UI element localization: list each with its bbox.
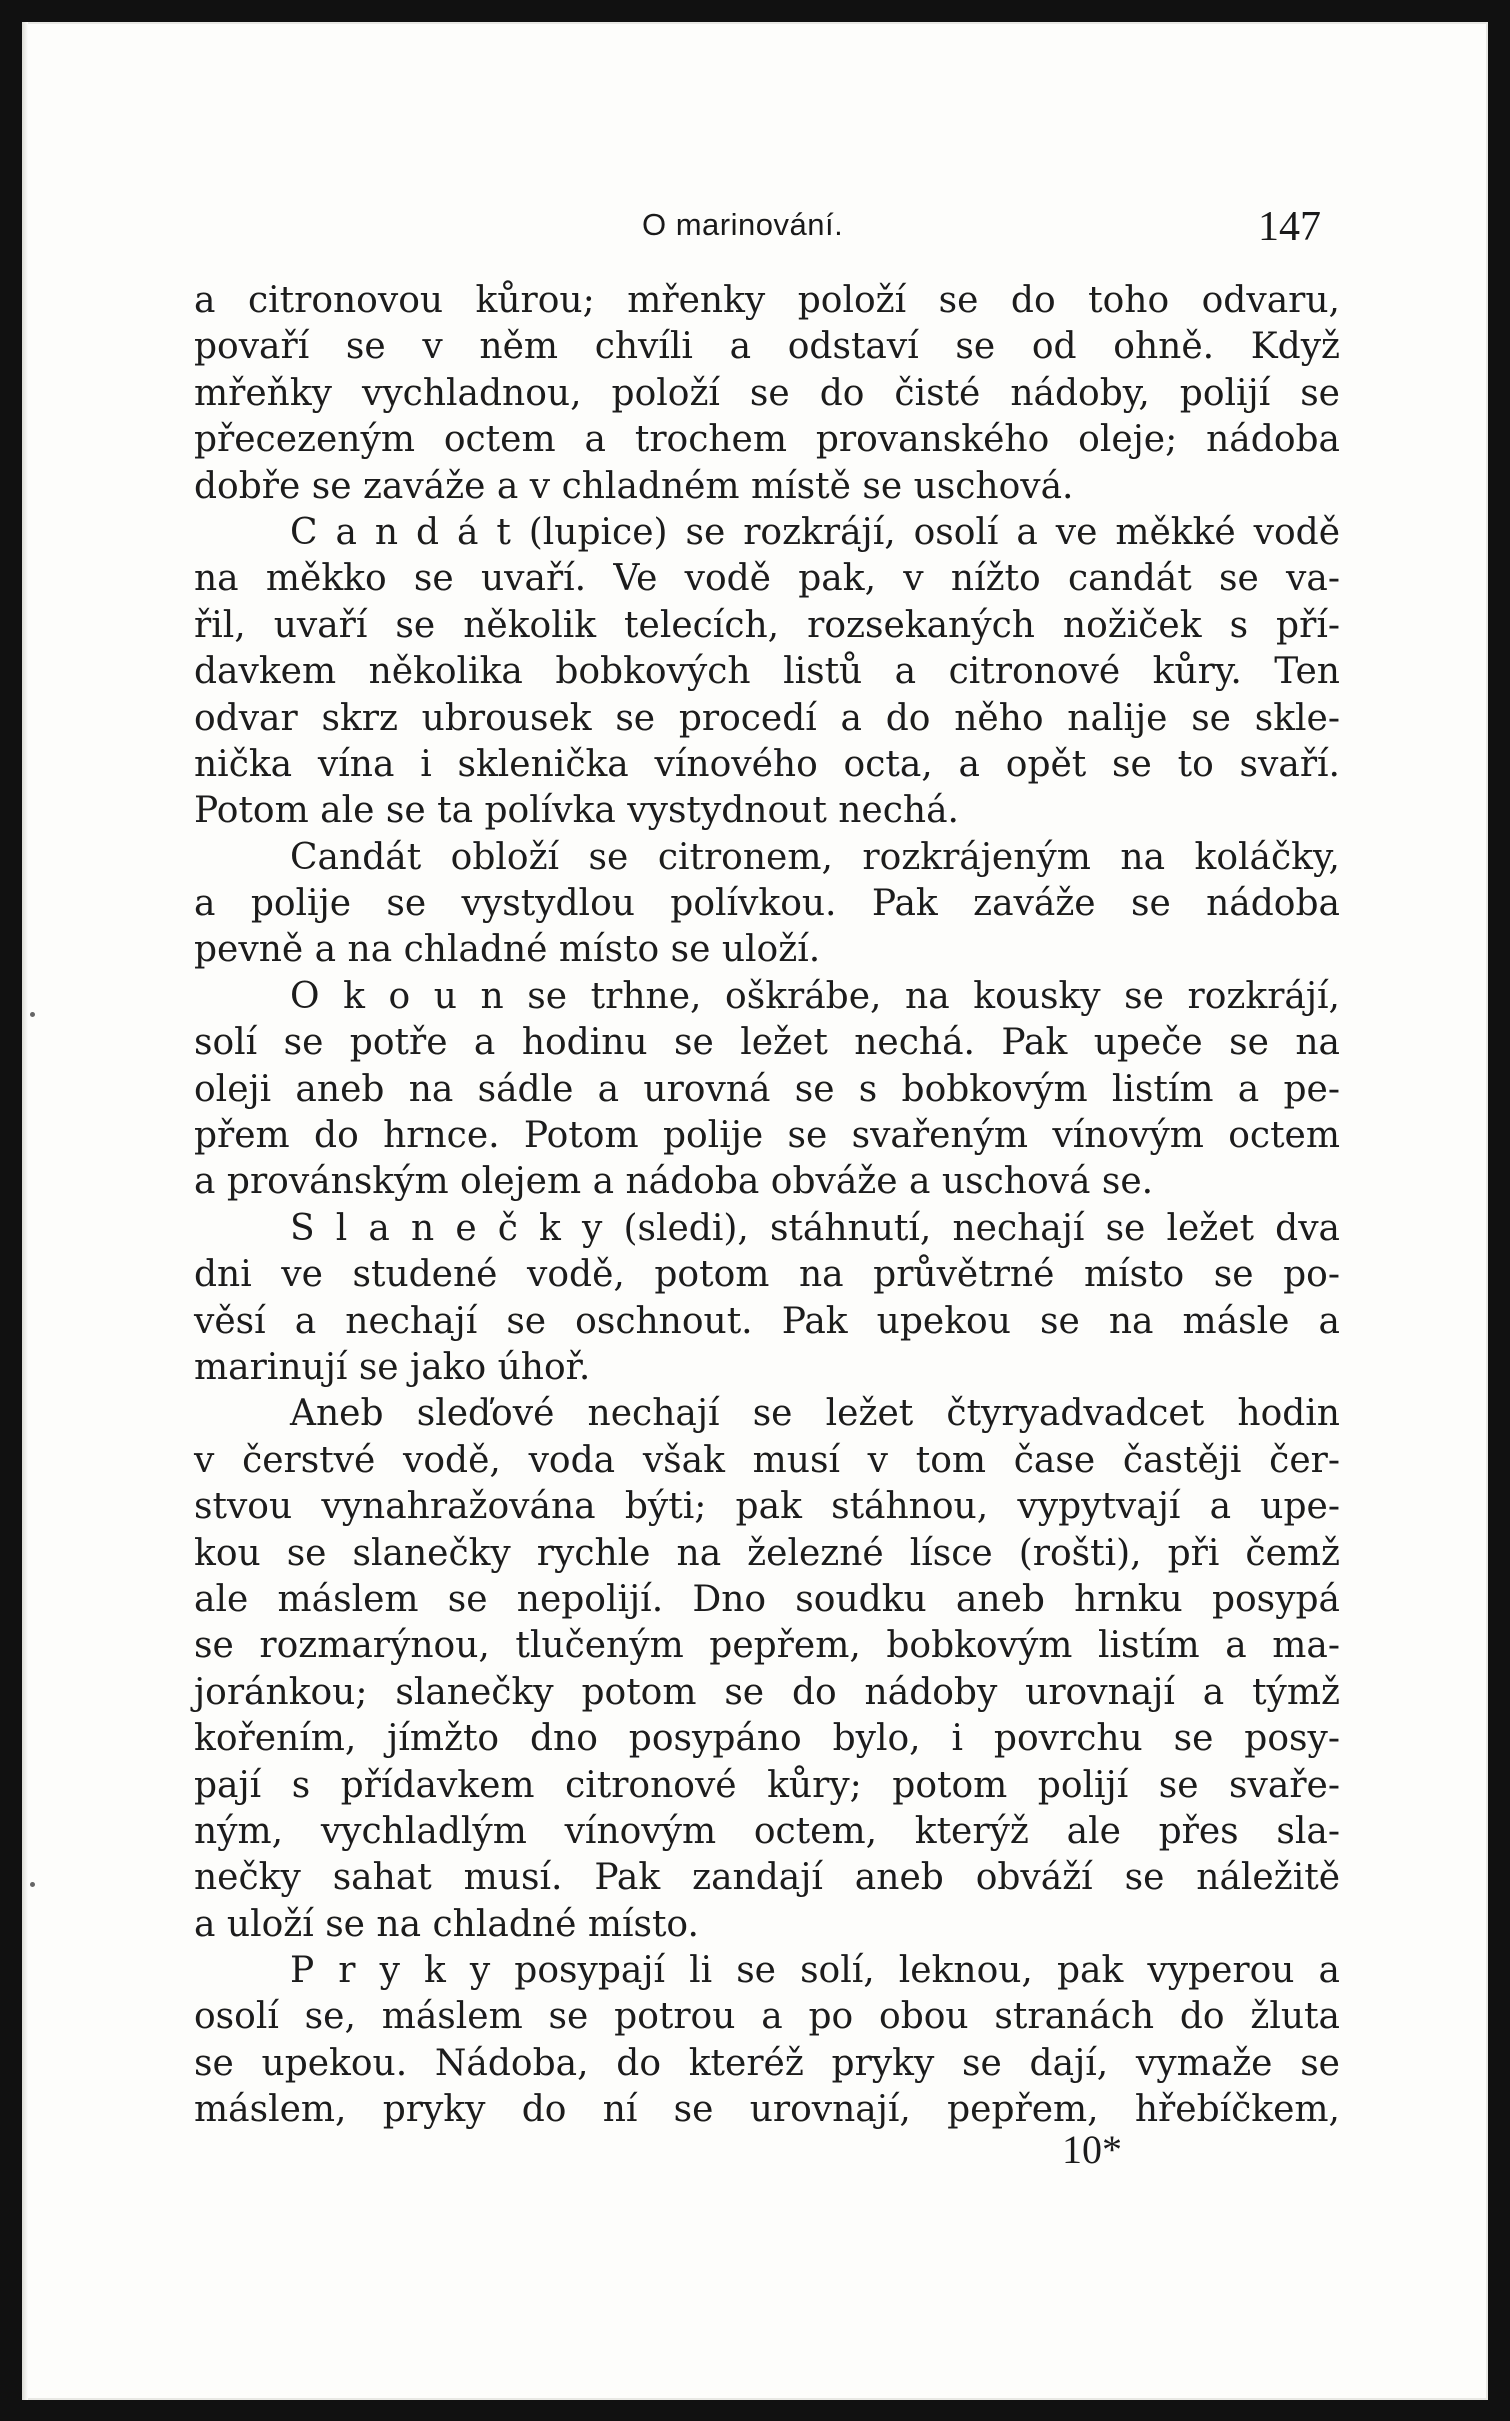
page-edge	[22, 22, 28, 2400]
text-line: kou se slanečky rychle na železné lísce (rošti), při čemž	[194, 1532, 1340, 1574]
text-line: Candát obloží se citronem, rozkrájeným na koláčky,	[290, 836, 1340, 878]
text-line: věsí a nechají se oschnout. Pak upekou se na másle a	[194, 1300, 1340, 1342]
text-line: solí se potře a hodinu se ležet nechá. Pak upeče se na	[194, 1022, 1340, 1064]
text-line: přem do hrnce. Potom polije se svařeným vínovým octem	[194, 1115, 1340, 1157]
margin-mark	[30, 1012, 35, 1017]
margin-mark	[30, 1882, 35, 1887]
text-line: marinují se jako úhoř.	[194, 1346, 591, 1388]
body-text	[194, 278, 1340, 2134]
page-header	[22, 204, 1488, 267]
text-line: osolí se, máslem se potrou a po obou stranách do žluta	[194, 1996, 1340, 2038]
signature-mark: 10*	[1062, 2127, 1122, 2172]
text-line: P r y k y posypají li se solí, leknou, pak vyperou a	[290, 1950, 1340, 1992]
text-line: nička vína i sklenička vínového octa, a opět se to svaří.	[194, 743, 1340, 785]
text-line: dni ve studené vodě, potom na průvětrné místo se po-	[194, 1254, 1340, 1296]
text-line: a citronovou kůrou; mřenky položí se do toho odvaru,	[194, 280, 1340, 321]
text-line: ale máslem se nepolijí. Dno soudku aneb hrnku posypá	[194, 1578, 1340, 1620]
book-page	[22, 22, 1488, 2400]
text-line: ným, vychladlým vínovým octem, kterýž ale přes sla-	[194, 1810, 1340, 1852]
text-line: O k o u n se trhne, oškrábe, na kousky se rozkrájí,	[290, 975, 1340, 1017]
text-line: S l a n e č k y (sledi), stáhnutí, nechají se ležet dva	[290, 1207, 1340, 1249]
text-line: a polije se vystydlou polívkou. Pak zaváže se nádoba	[194, 883, 1340, 925]
text-line: přecezeným octem a trochem provanského oleje; nádoba	[194, 419, 1340, 461]
text-line: a provánským olejem a nádoba obváže a uschová se.	[194, 1161, 1154, 1203]
text-line: stvou vynahražována býti; pak stáhnou, vypytvají a upe-	[194, 1486, 1340, 1528]
text-line: Potom ale se ta polívka vystydnout nechá.	[194, 790, 959, 832]
text-line: odvar skrz ubrousek se procedí a do něho nalije se skle-	[194, 697, 1340, 739]
text-line: pevně a na chladné místo se uloží.	[194, 929, 821, 971]
text-line: povaří se v něm chvíli a odstaví se od ohně. Když	[194, 326, 1340, 368]
text-line: oleji aneb na sádle a urovná se s bobkovým listím a pe-	[194, 1068, 1340, 1110]
text-line: dobře se zaváže a v chladném místě se uschová.	[194, 465, 1074, 507]
text-line: kořením, jímžto dno posypáno bylo, i povrchu se posy-	[194, 1718, 1340, 1760]
text-line: se rozmarýnou, tlučeným pepřem, bobkovým listím a ma-	[194, 1625, 1340, 1667]
text-line: Aneb sleďové nechají se ležet čtyryadvadcet hodin	[290, 1393, 1340, 1435]
text-line: mřeňky vychladnou, položí se do čisté nádoby, polijí se	[194, 372, 1340, 414]
text-line: v čerstvé vodě, voda však musí v tom čase častěji čer-	[194, 1439, 1340, 1481]
text-line: se upekou. Nádoba, do kteréž pryky se dají, vymaže se	[194, 2042, 1340, 2084]
text-line: a uloží se na chladné místo.	[194, 1903, 699, 1945]
running-title: O marinování.	[642, 207, 844, 242]
text-line: řil, uvaří se několik telecích, rozsekaných nožiček s pří-	[194, 604, 1340, 646]
text-line: C a n d á t (lupice) se rozkrájí, osolí a ve měkké vodě	[290, 511, 1340, 553]
text-line: pají s přídavkem citronové kůry; potom polijí se svaře-	[194, 1764, 1340, 1806]
text-line: davkem několika bobkových listů a citronové kůry. Ten	[194, 651, 1340, 693]
text-line: nečky sahat musí. Pak zandají aneb obváží se náležitě	[194, 1857, 1340, 1899]
text-line: na měkko se uvaří. Ve vodě pak, v nížto candát se va-	[194, 558, 1340, 600]
text-line: joránkou; slanečky potom se do nádoby urovnají a týmž	[194, 1671, 1340, 1713]
page-number: 147	[1258, 204, 1321, 250]
text-line: máslem, pryky do ní se urovnají, pepřem, hřebíčkem,	[194, 2089, 1340, 2131]
